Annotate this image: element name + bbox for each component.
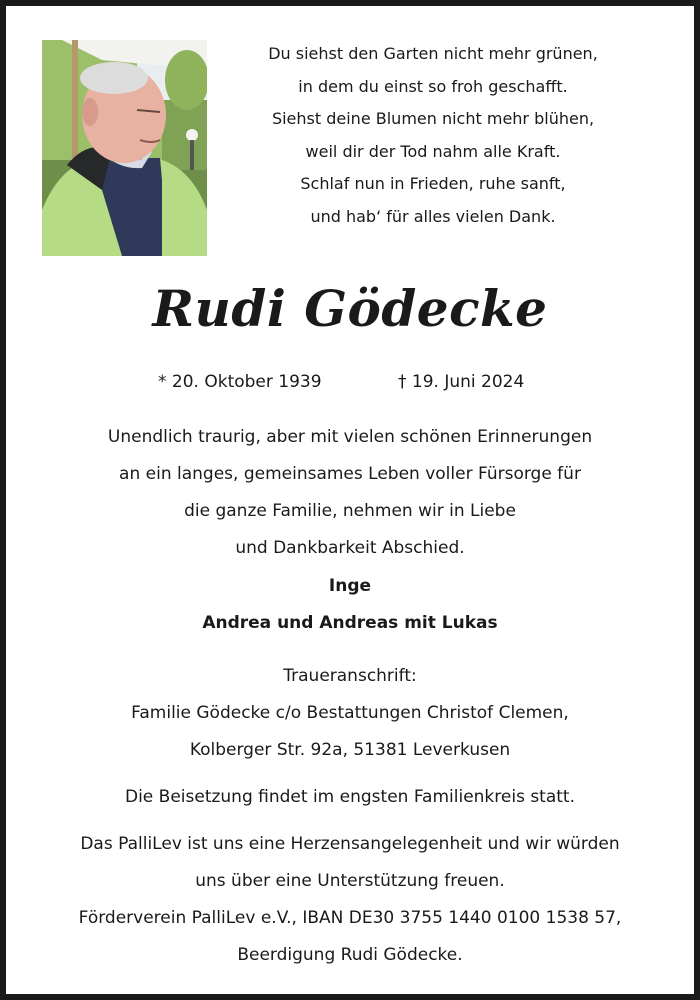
donation-line: Förderverein PalliLev e.V., IBAN DE30 3755 1440 0100 1538 57, [78, 908, 622, 928]
death-date: † 19. Juni 2024 [398, 372, 525, 392]
birth-date: * 20. Oktober 1939 [158, 372, 322, 392]
farewell-message [0, 419, 700, 567]
mourner-line: Inge [328, 576, 372, 596]
poem-line: in dem du einst so froh geschafft. [298, 76, 568, 96]
mourner-line: Andrea und Andreas mit Lukas [202, 613, 498, 633]
donation-line: uns über eine Unterstützung freuen. [195, 871, 505, 891]
poem-line: und hab‘ für alles vielen Dank. [310, 206, 556, 226]
poem-line: Siehst deine Blumen nicht mehr blühen, [271, 109, 595, 128]
portrait-photo [42, 40, 207, 256]
poem [240, 38, 626, 233]
mourning-address [0, 658, 700, 769]
donation-line: Beerdigung Rudi Gödecke. [237, 945, 463, 965]
burial-note-text: Die Beisetzung findet im engsten Familienkreis statt. [124, 787, 576, 807]
poem-line: Schlaf nun in Frieden, ruhe sanft, [300, 174, 566, 193]
address-line: Familie Gödecke c/o Bestattungen Christof Clemen, [131, 703, 569, 723]
address-line: Traueranschrift: [283, 666, 417, 686]
message-line: und Dankbarkeit Abschied. [235, 538, 465, 558]
poem-line: weil dir der Tod nahm alle Kraft. [305, 141, 561, 161]
donation-request [0, 826, 700, 974]
poem-line: Du siehst den Garten nicht mehr grünen, [268, 44, 598, 63]
address-line: Kolberger Str. 92a, 51381 Leverkusen [189, 740, 511, 760]
deceased-name: Rudi Gödecke [152, 279, 548, 338]
message-line: die ganze Familie, nehmen wir in Liebe [184, 501, 516, 521]
mourners [0, 568, 700, 642]
message-line: an ein langes, gemeinsames Leben voller Fürsorge für [119, 464, 581, 484]
burial-note [0, 779, 700, 816]
donation-line: Das PalliLev ist uns eine Herzensangelegenheit und wir würden [80, 834, 620, 854]
message-line: Unendlich traurig, aber mit vielen schönen Erinnerungen [107, 427, 593, 447]
